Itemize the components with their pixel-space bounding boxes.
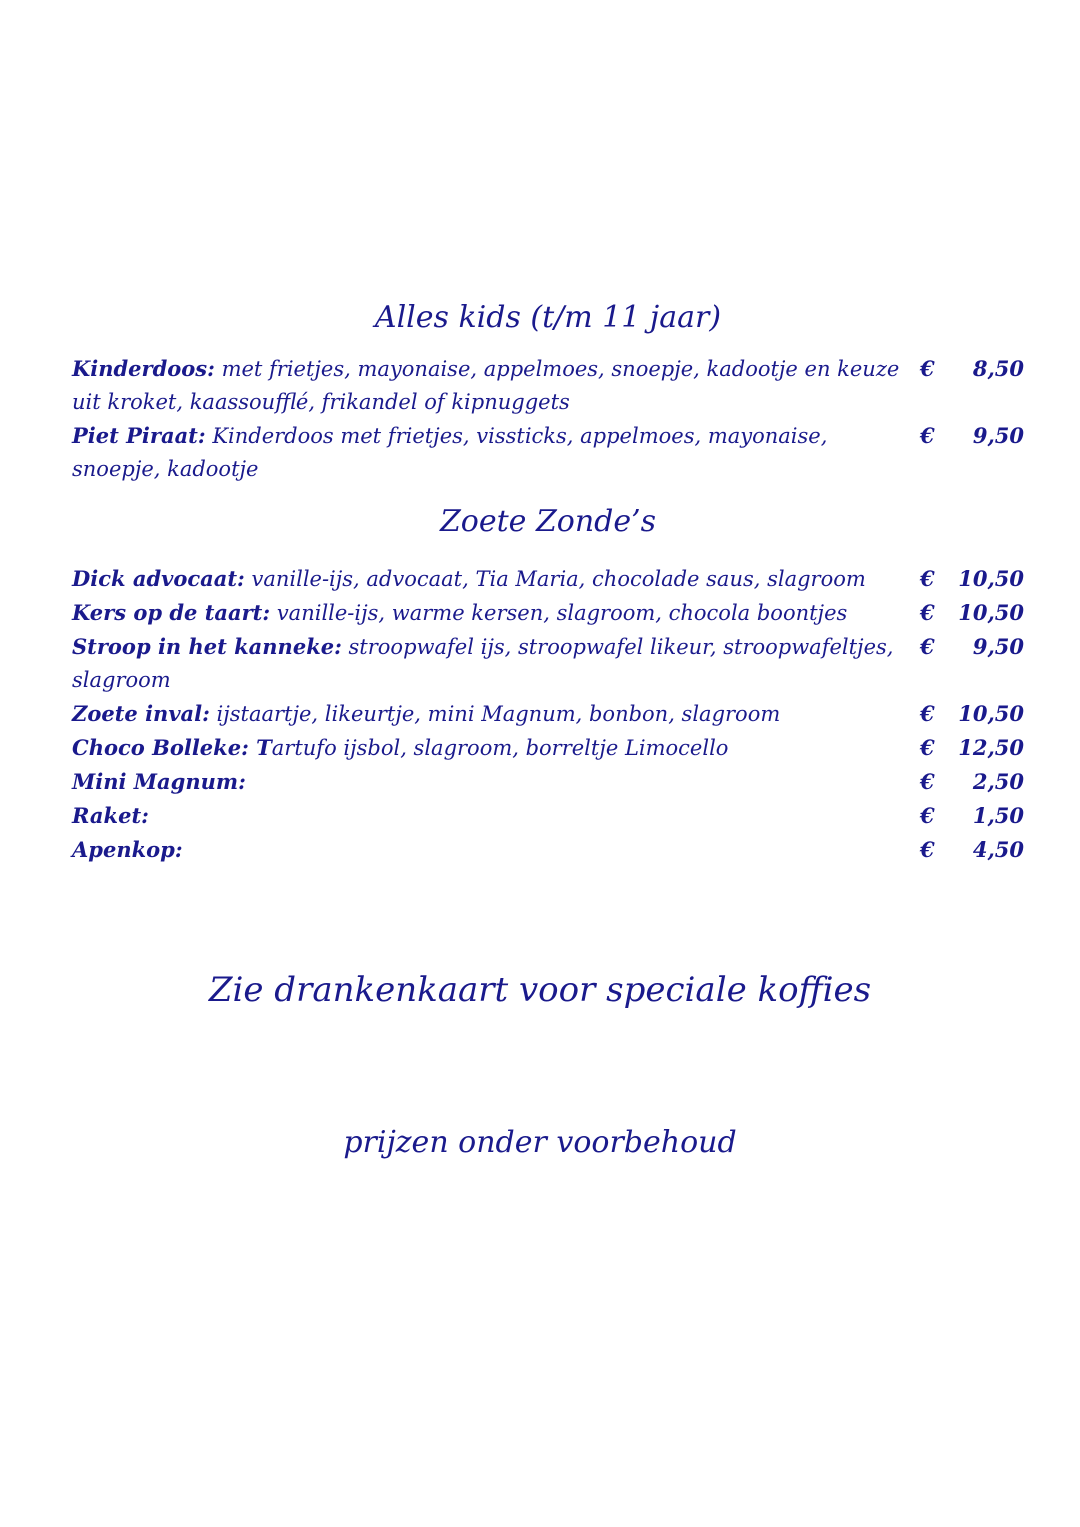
currency-symbol: € xyxy=(920,803,935,828)
menu-item-text xyxy=(72,352,920,419)
menu-item-description: met frietjes, mayonaise, appelmoes, snoepje, kadootje en keuze uit kroket, kaassoufflé, frikandel of kipnuggets xyxy=(72,357,900,414)
currency-symbol: € xyxy=(920,837,935,862)
menu-item xyxy=(72,765,1024,799)
menu-item-text xyxy=(72,562,920,596)
menu-item-name: Stroop in het kanneke: xyxy=(72,634,342,659)
menu-item-text xyxy=(72,833,920,867)
currency-symbol: € xyxy=(920,769,935,794)
currency-symbol: € xyxy=(920,634,935,659)
menu-item-text xyxy=(72,731,920,765)
menu-item-price: 10,50 xyxy=(958,701,1024,726)
menu-item xyxy=(72,731,1024,765)
menu-item-price: 2,50 xyxy=(972,769,1024,794)
menu-item xyxy=(72,596,1024,630)
menu-item-name: Dick advocaat: xyxy=(72,566,245,591)
menu-item-price: 10,50 xyxy=(958,566,1024,591)
currency-symbol: € xyxy=(920,600,935,625)
menu-item-price: 10,50 xyxy=(958,600,1024,625)
menu-item xyxy=(72,833,1024,867)
menu-item-text xyxy=(72,596,920,630)
menu-item-description: vanille-ijs, warme kersen, slagroom, chocola boontjes xyxy=(270,601,848,625)
menu-item-name: Kinderdoos: xyxy=(72,356,215,381)
menu-item-description: stroopwafel ijs, stroopwafel likeur, stroopwafeltjes, slagroom xyxy=(72,635,894,692)
menu-item-text xyxy=(72,630,920,697)
menu-item xyxy=(72,697,1024,731)
menu-item-text xyxy=(72,419,920,486)
menu-item-name: Choco Bolleke: T xyxy=(72,735,272,760)
currency-symbol: € xyxy=(920,735,935,760)
coffee-note: Zie drankenkaart voor speciale koffies xyxy=(208,970,872,1010)
menu-item-price: 1,50 xyxy=(972,803,1024,828)
menu-item xyxy=(72,630,1024,697)
menu xyxy=(72,300,1024,867)
menu-item-price: 9,50 xyxy=(972,423,1024,448)
menu-item-description: ijstaartje, likeurtje, mini Magnum, bonbon, slagroom xyxy=(209,702,781,726)
menu-item-price: 9,50 xyxy=(972,634,1024,659)
menu-item-name: Kers op de taart: xyxy=(72,600,271,625)
menu-item-description: vanille-ijs, advocaat, Tia Maria, chocolade saus, slagroom xyxy=(244,567,866,591)
menu-item-price: 8,50 xyxy=(972,356,1024,381)
menu-item-name: Raket: xyxy=(72,803,149,828)
menu-item-description: Kinderdoos met frietjes, vissticks, appelmoes, mayonaise, snoepje, kadootje xyxy=(72,424,828,481)
menu-item-name: Zoete inval: xyxy=(72,701,210,726)
menu-item-text xyxy=(72,697,920,731)
menu-item-name: Apenkop: xyxy=(72,837,183,862)
price-disclaimer: prijzen onder voorbehoud xyxy=(343,1125,737,1160)
menu-item-name: Mini Magnum: xyxy=(72,769,246,794)
menu-item xyxy=(72,562,1024,596)
section-title-sweets: Zoete Zonde’s xyxy=(439,504,657,539)
menu-item-text xyxy=(72,765,920,799)
currency-symbol: € xyxy=(920,423,935,448)
menu-item-price: 12,50 xyxy=(958,735,1024,760)
menu-item-name: Piet Piraat: xyxy=(72,423,206,448)
currency-symbol: € xyxy=(920,701,935,726)
menu-item-description: artufo ijsbol, slagroom, borreltje Limocello xyxy=(271,736,729,760)
menu-item xyxy=(72,352,1024,419)
section-title-kids: Alles kids (t/m 11 jaar) xyxy=(374,300,722,335)
currency-symbol: € xyxy=(920,356,935,381)
menu-item xyxy=(72,419,1024,486)
menu-item-text xyxy=(72,799,920,833)
menu-item-price: 4,50 xyxy=(972,837,1024,862)
currency-symbol: € xyxy=(920,566,935,591)
menu-item xyxy=(72,799,1024,833)
